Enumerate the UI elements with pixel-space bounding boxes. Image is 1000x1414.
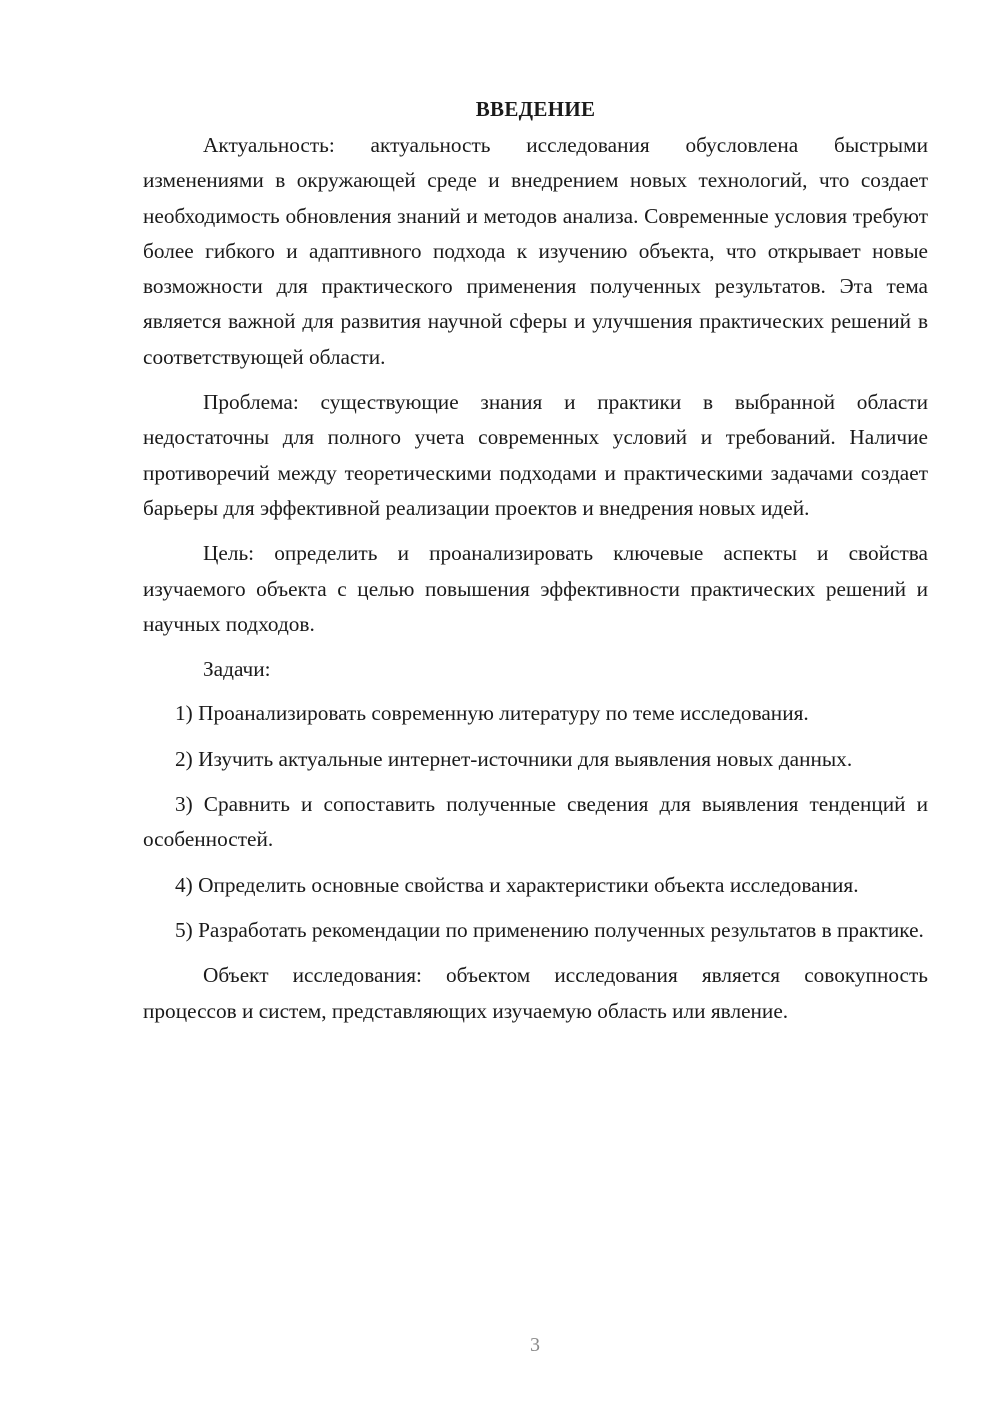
document-page xyxy=(143,92,928,1029)
section-title: ВВЕДЕНИЕ xyxy=(475,97,596,121)
goal-paragraph: Цель: определить и проанализировать ключевые аспекты и свойства изучаемого объекта с целью повышения эффективности практических решений и научных подходов. xyxy=(143,541,928,636)
page-number: 3 xyxy=(530,1334,540,1356)
task-item: 3) Сравнить и сопоставить полученные сведения для выявления тенденций и особенностей. xyxy=(143,792,928,852)
task-item: 4) Определить основные свойства и характеристики объекта исследования. xyxy=(175,872,859,897)
task-item: 1) Проанализировать современную литературу по теме исследования. xyxy=(175,701,809,726)
tasks-heading: Задачи: xyxy=(203,657,271,682)
object-paragraph: Объект исследования: объектом исследования является совокупность процессов и систем, представляющих изучаемую область или явление. xyxy=(143,963,928,1023)
task-item: 5) Разработать рекомендации по применению полученных результатов в практике. xyxy=(175,917,924,942)
relevance-paragraph: Актуальность: актуальность исследования обусловлена быстрыми изменениями в окружающей среде и внедрением новых технологий, что создает необходимость обновления знаний и методов анализа. Современные условия требуют более гибкого и адаптивного подхода к изучению объекта, что открывает новые возможности для практического применения полученных результатов. Эта тема является важной для развития научной сферы и улучшения практических решений в соответствующей области. xyxy=(143,133,928,369)
task-item: 2) Изучить актуальные интернет-источники для выявления новых данных. xyxy=(175,746,853,771)
problem-paragraph: Проблема: существующие знания и практики в выбранной области недостаточны для полного учета современных условий и требований. Наличие противоречий между теоретическими подходами и практическими задачами создает барьеры для эффективной реализации проектов и внедрения новых идей. xyxy=(143,390,928,520)
